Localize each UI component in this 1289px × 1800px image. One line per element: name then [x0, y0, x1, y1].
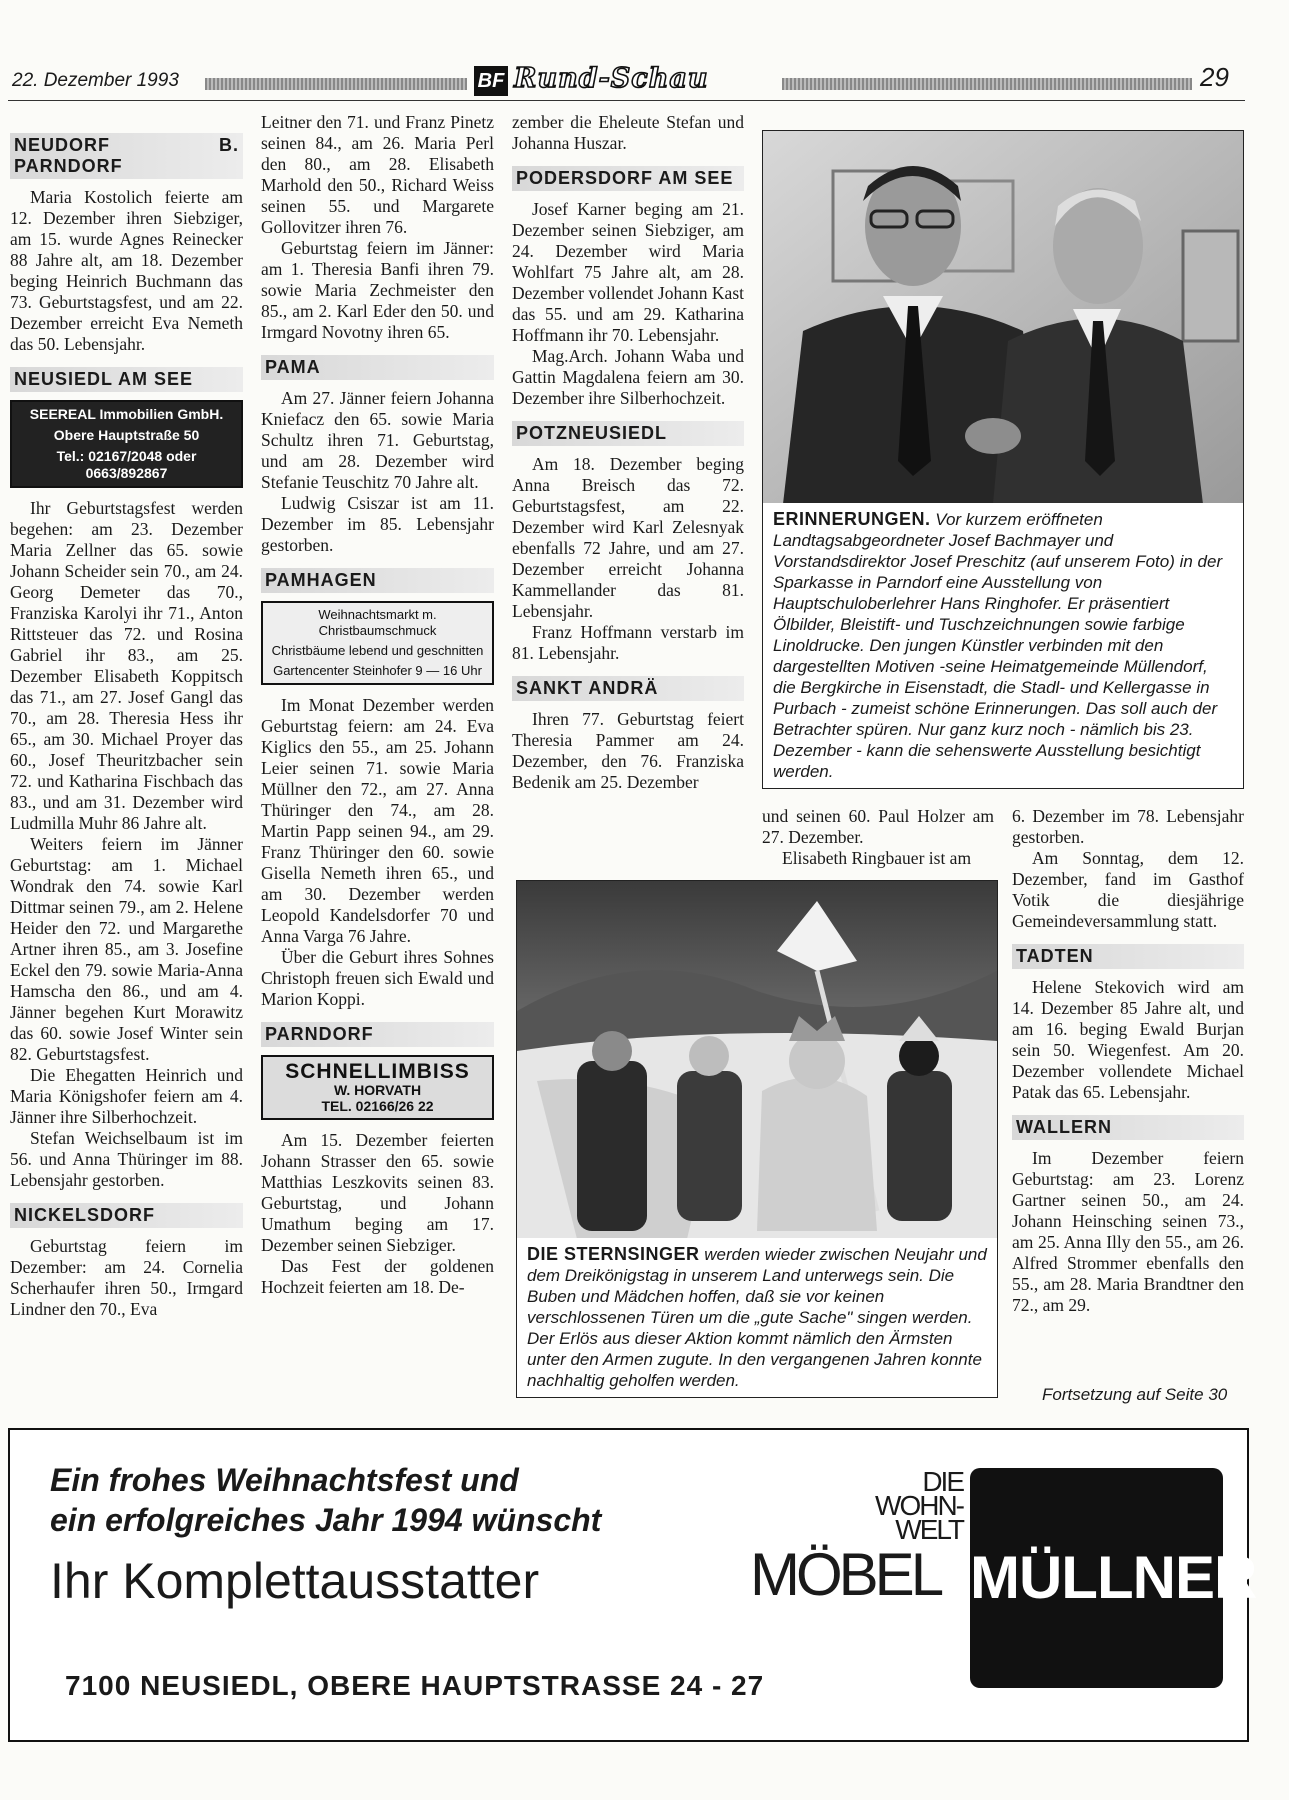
- ad-slogan: Ihr Komplettausstatter: [50, 1553, 540, 1609]
- article-text: Über die Geburt ihres Sohnes Christoph freuen sich Ewald und Marion Koppi.: [261, 947, 494, 1009]
- place-heading: SANKT ANDRÄ: [512, 676, 744, 701]
- article-text: Stefan Weichselbaum ist im 56. und Anna Thüringer im 88. Lebensjahr gestorben.: [10, 1128, 243, 1190]
- ad-greeting: [50, 1460, 601, 1540]
- furniture-advertisement: [8, 1428, 1257, 1742]
- article-text: Das Fest der goldenen Hochzeit feierten am 18. De-: [261, 1256, 494, 1297]
- place-heading: POTZNEUSIEDL: [512, 421, 744, 446]
- article-text: Elisabeth Ringbauer ist am: [782, 848, 972, 868]
- place-heading: WALLERN: [1012, 1115, 1244, 1140]
- classified-ad: [261, 601, 494, 685]
- mullner-logo: MÜLLNER: [970, 1468, 1223, 1688]
- caption-text: werden wieder zwischen Neujahr und dem Dreikönigstag in unserem Land unterwegs sein. Die Buben und Mädchen hoffen, daß sie vor keinen verschlossenen Türen um die „gute Sache" singen werden. Der Erlös aus dieser Aktion kommt nämlich den Ärmsten unter den Armen zugute. In den vergangenen Jahren konnte nachhaltig geholfen werden.: [527, 1245, 987, 1390]
- snack-bar-ad: [261, 1055, 494, 1120]
- photo-caption: [762, 503, 1244, 789]
- article-text: Leitner den 71. und Franz Pinetz seinen 84., am 26. Maria Perl den 80., am 28. Elisabeth Marhold den 50., Richard Weiss seinen 55. und Margarete Gollovitzer ihren 76.: [261, 112, 494, 237]
- caption-lead: DIE STERNSINGER: [527, 1244, 700, 1264]
- place-heading: PARNDORF: [261, 1022, 494, 1047]
- article-text: Die Ehegatten Heinrich und Maria Königshofer feiern am 4. Jänner ihre Silberhochzeit.: [10, 1065, 243, 1127]
- ad-line: Tel.: 02167/2048 oder 0663/892867: [12, 444, 241, 486]
- logo-word: WELT: [895, 1514, 963, 1545]
- column-3: [512, 112, 744, 793]
- column-5: [1012, 806, 1244, 1316]
- place-heading: TADTEN: [1012, 944, 1244, 969]
- issue-date: 22. Dezember 1993: [12, 70, 179, 91]
- article-text: Am 18. Dezember beging Anna Breisch das 72. Geburtstagsfest, am 22. Dezember wird Karl Zelesnyak ebenfalls 72 Jahre, und am 27. Dezember erreicht Johanna Kammellander das 81. Lebensjahr.: [512, 454, 744, 621]
- article-text: Weiters feiern im Jänner Geburtstag: am 1. Michael Wondrak den 74. sowie Karl Dittmar seinen 79., am 2. Helene Heider den 72. und Margarethe Artner ihren 85., am 3. Josefine Eckel den 79. sowie Maria-Anna Hamscha den 86., und am 4. Jänner begehen Kurt Morawitz das 60. sowie Josef Winter sein 82. Geburtstagsfest.: [10, 834, 243, 1064]
- logo-word: WOHN-: [875, 1490, 963, 1521]
- place-heading: NICKELSDORF: [10, 1203, 243, 1228]
- article-text: Ihr Geburtstagsfest werden begehen: am 23. Dezember Maria Zellner das 65. sowie Johann Scheider sein 70., am 24. Georg Demeter das 70., Franziska Karolyi ihr 71., Anton Rittsteuer das 72. und Rosina Gabriel ihr 83., am 25. Dezember Elisabeth Koppitsch das 71., am 27. Josef Gangl das 70., am 28. Theresia Hess ihr 65., am 30. Michael Proyer das 60., Josef Theuritzbacher sein 72. und Katharina Fischbach das 83., und am 31. Dezember wird Ludmilla Muhr 86 Jahre alt.: [10, 498, 243, 833]
- ad-line: TEL. 02166/26 22: [321, 1098, 434, 1114]
- article-text: Am 27. Jänner feiern Johanna Kniefacz den 65. sowie Maria Schultz ihren 71. Geburtstag, und am 28. Dezember wird Stefanie Teuschitz 70 Jahre alt.: [261, 388, 494, 492]
- place-heading: PAMA: [261, 355, 494, 380]
- header-rule: [8, 100, 1245, 101]
- ad-line: SCHNELLIMBISS: [285, 1060, 470, 1083]
- page-number: 29: [1200, 62, 1229, 92]
- article-text: Im Monat Dezember werden Geburtstag feiern: am 24. Eva Kiglics den 55., am 25. Johann Leier seinen 71. sowie Maria Müllner den 72., am 27. Anna Thüringer den 74., am 28. Martin Papp seinen 94., am 29. Franz Thüringer den 60. sowie Gisella Nemeth ihren 65., und am 30. Dezember werden Leopold Kandelsdorfer 70 und Anna Varga 76 Jahre.: [261, 695, 494, 946]
- header-bar-right: [782, 78, 1192, 90]
- wohnwelt-logo-text: [855, 1466, 963, 1545]
- classified-ad: [10, 400, 243, 488]
- article-text: Franz Hoffmann verstarb im 81. Lebensjahr.: [512, 622, 744, 663]
- place-heading: PODERSDORF AM SEE: [512, 166, 744, 191]
- column-2: [261, 112, 494, 1298]
- photo-children-snow: [517, 881, 997, 1239]
- logo-word: DIE: [922, 1466, 963, 1497]
- article-text: und seinen 60. Paul Holzer am 27. Dezember.: [762, 806, 994, 847]
- caption-text: Vor kurzem eröffneten Landtagsabgeordneter Josef Bachmayer und Vorstandsdirektor Josef Preschitz (auf unserem Foto) in der Sparkasse in Parndorf eine Ausstellung von Hauptschuloberlehrer Hans Ringhofer. Er präsentiert Ölbilder, Bleistift- und Tuschzeichnungen sowie farbige Linoldrucke. Den jungen Künstler verbinden mit den dargestellten Motiven -seine Heimatgemeinde Müllendorf, die Bergkirche in Eisenstadt, die Stadl- und Kellergasse in Purbach - zumeist schöne Erinnerungen. Das soll auch der Betrachter spüren. Nur ganz kurz noch - nämlich bis 23. Dezember - kann die sehenswerte Ausstellung besichtigt werden.: [773, 510, 1223, 781]
- photo-caption: [516, 1238, 998, 1398]
- place-heading: PAMHAGEN: [261, 568, 494, 593]
- article-text: Josef Karner beging am 21. Dezember seinen Siebziger, am 24. Dezember wird Maria Wohlfart 75 Jahre alt, am 28. Dezember vollendet Johann Kast das 55. und am 29. Katharina Hoffmann ihr 70. Lebensjahr.: [512, 199, 744, 345]
- place-heading: NEUSIEDL AM SEE: [10, 367, 243, 392]
- ad-line: Gartencenter Steinhofer 9 — 16 Uhr: [263, 659, 492, 683]
- ad-greeting-line: ein erfolgreiches Jahr 1994 wünscht: [50, 1502, 602, 1538]
- caption-lead: ERINNERUNGEN.: [773, 509, 931, 529]
- article-text: Ludwig Csiszar ist am 11. Dezember im 85. Lebensjahr gestorben.: [261, 493, 494, 555]
- ad-line: SEEREAL Immobilien GmbH.: [12, 402, 241, 427]
- article-text: Am Sonntag, dem 12. Dezember, fand im Gasthof Votik die diesjährige Gemeindeversammlung statt.: [1012, 848, 1244, 931]
- article-text: Im Dezember feiern Geburtstag: am 23. Lorenz Gartner seinen 50., am 24. Johann Heinsching seinen 73., am 25. Anna Illy den 55., am 26. Alfred Strommer ebenfalls den 55., am 28. Maria Brandtner den 72., am 29.: [1012, 1148, 1244, 1315]
- photo-two-men: [763, 131, 1243, 504]
- article-text: Helene Stekovich wird am 14. Dezember 85 Jahre alt, und am 16. beging Ewald Burjan sein 50. Wiegenfest. Am 20. Dezember vollendete Michael Patak das 65. Lebensjahr.: [1012, 977, 1244, 1102]
- article-text: 6. Dezember im 78. Lebensjahr gestorben.: [1012, 806, 1244, 847]
- photo-star-singers: [516, 880, 998, 1240]
- column-1: [10, 133, 243, 1320]
- newspaper-logo: BF: [474, 66, 508, 96]
- mobel-logo-text: MÖBEL: [750, 1541, 941, 1608]
- article-text: Ihren 77. Geburtstag feiert Theresia Pammer am 24. Dezember, den 76. Franziska Bedenik am 25. Dezember: [512, 709, 744, 792]
- article-text: Mag.Arch. Johann Waba und Gattin Magdalena feiern am 30. Dezember ihre Silberhochzeit.: [512, 346, 744, 408]
- article-text: Maria Kostolich feierte am 12. Dezember ihren Siebziger, am 15. wurde Agnes Reinecker 88 Jahre alt, am 18. Dezember beging Heinrich Buchmann das 73. Geburtstagsfest, und am 22. Dezember erreicht Eva Nemeth das 50. Lebensjahr.: [10, 187, 243, 354]
- article-text: zember die Eheleute Stefan und Johanna Huszar.: [512, 112, 744, 153]
- column-4: [762, 806, 994, 869]
- ad-line: W. HORVATH: [333, 1082, 422, 1098]
- ad-line: Weihnachtsmarkt m. Christbaumschmuck: [263, 603, 492, 643]
- ad-address: 7100 NEUSIEDL, OBERE HAUPTSTRASSE 24 - 27: [65, 1670, 765, 1701]
- place-heading: NEUDORF B. PARNDORF: [10, 133, 243, 179]
- header-bar-left: [205, 78, 467, 90]
- ad-line: Obere Hauptstraße 50: [12, 427, 241, 444]
- article-text: Geburtstag feiern im Dezember: am 24. Cornelia Scherhaufer ihren 50., Irmgard Lindner den 70., Eva: [10, 1236, 243, 1319]
- ad-greeting-line: Ein frohes Weihnachtsfest und: [50, 1462, 519, 1498]
- article-text: Geburtstag feiern im Jänner: am 1. Theresia Banfi ihren 79. sowie Maria Zechmeister den 85., am 2. Karl Eder den 50. und Irmgard Novotny ihren 65.: [261, 238, 494, 342]
- ad-line: Christbäume lebend und geschnitten: [263, 643, 492, 659]
- article-text: Am 15. Dezember feierten Johann Strasser den 65. sowie Matthias Leszkovits seinen 83. Geburtstag, und Johann Umathum beging am 17. Dezember seinen Siebziger.: [261, 1130, 494, 1255]
- section-title: Rund-Schau: [514, 63, 709, 94]
- photo-exhibition-opening: [762, 130, 1244, 505]
- continuation-note: Fortsetzung auf Seite 30: [1042, 1385, 1228, 1404]
